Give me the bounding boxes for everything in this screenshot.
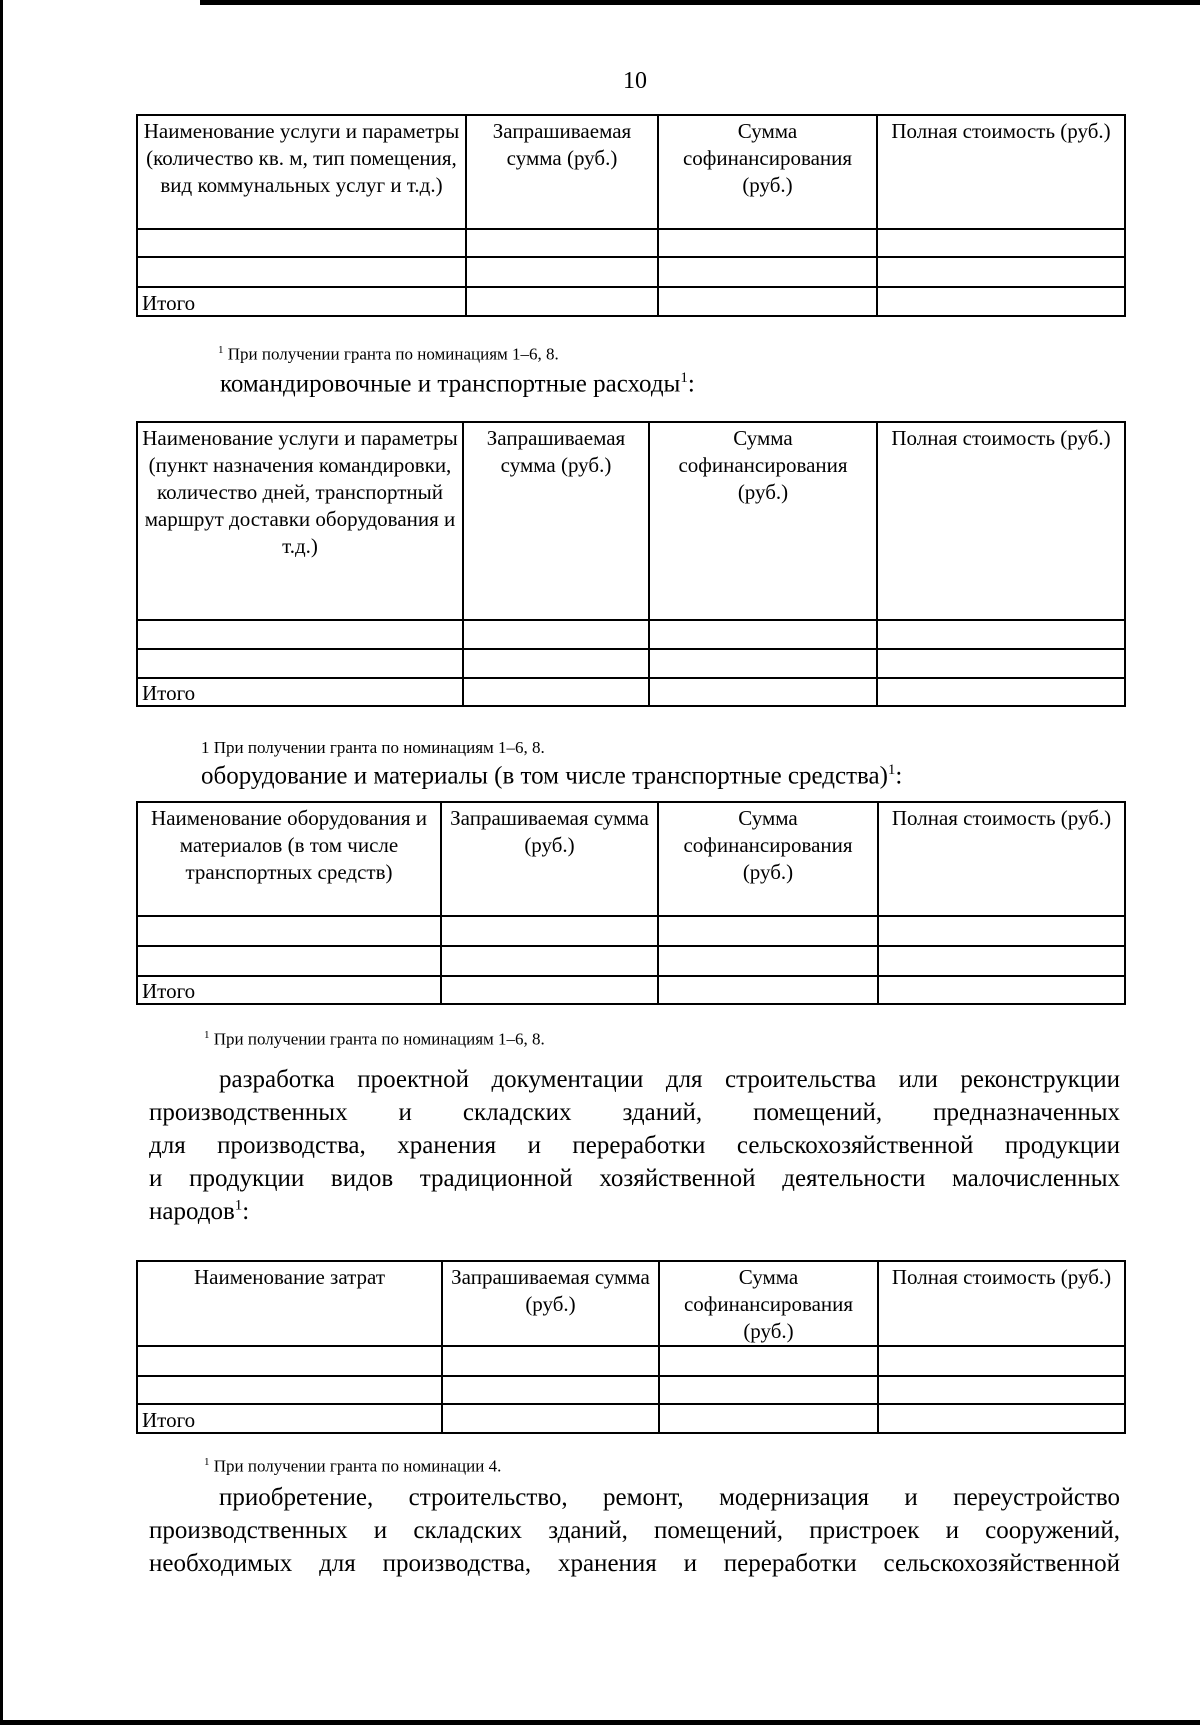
header-requested: Запрашиваемая сумма (руб.) xyxy=(463,422,649,620)
heading-text: оборудование и материалы (в том числе транспортные средства) xyxy=(201,762,888,790)
header-cofinancing: Сумма софинансирования (руб.) xyxy=(658,802,878,916)
paragraph-line: производственных и складских зданий, помещений, пристроек и сооружений, xyxy=(149,1517,1120,1544)
cell[interactable] xyxy=(442,1346,659,1376)
header-name: Наименование услуги и параметры (количество кв. м, тип помещения, вид коммунальных услуг и т.д.) xyxy=(137,115,466,229)
cell[interactable] xyxy=(463,620,649,649)
paragraph-line: приобретение, строительство, ремонт, модернизация и переустройство xyxy=(219,1484,1120,1511)
total-row xyxy=(137,678,1125,706)
header-requested: Запрашиваемая сумма (руб.) xyxy=(441,802,658,916)
cell[interactable] xyxy=(878,1346,1125,1376)
footnote-text: При получении гранта по номинациям 1–6, 8. xyxy=(227,344,559,364)
cell[interactable] xyxy=(441,976,658,1004)
paragraph-text: народов xyxy=(149,1198,235,1225)
cell[interactable] xyxy=(466,287,658,316)
footnote-mark: 1 xyxy=(234,1197,243,1214)
cell[interactable] xyxy=(658,287,877,316)
paragraph-line: производственных и складских зданий, помещений, предназначенных xyxy=(149,1099,1120,1126)
cell[interactable] xyxy=(137,257,466,287)
footnote-3 xyxy=(204,1029,545,1050)
cell[interactable] xyxy=(466,229,658,257)
total-row xyxy=(137,287,1125,316)
table-row xyxy=(137,946,1125,976)
header-requested: Запрашиваемая сумма (руб.) xyxy=(442,1261,659,1346)
cell[interactable] xyxy=(442,1376,659,1404)
cell[interactable] xyxy=(877,287,1125,316)
paragraph-line: и продукции видов традиционной хозяйственной деятельности малочисленных xyxy=(149,1165,1120,1192)
cell[interactable] xyxy=(463,649,649,678)
footnote-1 xyxy=(218,344,559,365)
cell[interactable] xyxy=(137,229,466,257)
cell[interactable] xyxy=(137,620,463,649)
cell[interactable] xyxy=(878,976,1125,1004)
cell[interactable] xyxy=(877,620,1125,649)
total-label: Итого xyxy=(137,976,441,1004)
footnote-2: 1 При получении гранта по номинациям 1–6, 8. xyxy=(201,738,545,757)
cell[interactable] xyxy=(658,976,878,1004)
paragraph-line: для производства, хранения и переработки сельскохозяйственной продукции xyxy=(149,1132,1120,1159)
cell[interactable] xyxy=(658,946,878,976)
table-row xyxy=(137,257,1125,287)
paragraph-acquisition xyxy=(149,1481,1120,1580)
header-total: Полная стоимость (руб.) xyxy=(878,802,1125,916)
footnote-text: При получении гранта по номинации 4. xyxy=(213,1456,502,1476)
section-heading-travel: командировочные и транспортные расходы$^1$: xyxy=(220,370,695,398)
header-total: Полная стоимость (руб.) xyxy=(878,1261,1125,1346)
scan-border-bottom xyxy=(0,1720,1200,1725)
header-name: Наименование оборудования и материалов (в том числе транспортных средств) xyxy=(137,802,441,916)
table-row xyxy=(137,620,1125,649)
cost-table-design xyxy=(136,1260,1126,1434)
footnote-mark: 1 xyxy=(204,1029,210,1041)
cell[interactable] xyxy=(442,1404,659,1433)
table-row xyxy=(137,649,1125,678)
paragraph-line-last: народов$^1$: xyxy=(149,1197,250,1225)
total-label: Итого xyxy=(137,287,466,316)
cell[interactable] xyxy=(441,946,658,976)
cost-table-equipment xyxy=(136,801,1126,1005)
footnote-mark: 1 xyxy=(680,370,688,386)
cost-table-travel xyxy=(136,421,1126,707)
table-row xyxy=(137,1346,1125,1376)
cell[interactable] xyxy=(466,257,658,287)
table-row xyxy=(137,229,1125,257)
cell[interactable] xyxy=(877,678,1125,706)
header-cofinancing: Сумма софинансирования (руб.) xyxy=(649,422,877,620)
cell[interactable] xyxy=(658,229,877,257)
section-heading-equipment: оборудование и материалы (в том числе транспортные средства)$^1$: xyxy=(201,762,903,790)
total-label: Итого xyxy=(137,678,463,706)
cell[interactable] xyxy=(878,946,1125,976)
cell[interactable] xyxy=(137,1346,442,1376)
cost-table-premises xyxy=(136,114,1126,317)
cell[interactable] xyxy=(659,1376,878,1404)
cell[interactable] xyxy=(659,1404,878,1433)
total-row xyxy=(137,976,1125,1004)
header-total: Полная стоимость (руб.) xyxy=(877,115,1125,229)
cell[interactable] xyxy=(878,1376,1125,1404)
footnote-4 xyxy=(204,1456,501,1477)
cell[interactable] xyxy=(137,946,441,976)
page-number: 10 xyxy=(623,68,647,94)
cell[interactable] xyxy=(659,1346,878,1376)
cell[interactable] xyxy=(658,257,877,287)
cell[interactable] xyxy=(649,649,877,678)
header-name: Наименование затрат xyxy=(137,1261,442,1346)
header-total: Полная стоимость (руб.) xyxy=(877,422,1125,620)
total-row xyxy=(137,1404,1125,1433)
header-name: Наименование услуги и параметры (пункт назначения командировки, количество дней, транспортный маршрут доставки оборудования и т.д.) xyxy=(137,422,463,620)
header-cofinancing: Сумма софинансирования (руб.) xyxy=(658,115,877,229)
cell[interactable] xyxy=(441,916,658,946)
cell[interactable] xyxy=(877,257,1125,287)
cell[interactable] xyxy=(877,229,1125,257)
scan-border-top xyxy=(200,0,1200,5)
cell[interactable] xyxy=(137,1376,442,1404)
heading-text: командировочные и транспортные расходы xyxy=(220,370,681,398)
header-requested: Запрашиваемая сумма (руб.) xyxy=(466,115,658,229)
cell[interactable] xyxy=(878,1404,1125,1433)
table-row xyxy=(137,916,1125,946)
cell[interactable] xyxy=(878,916,1125,946)
cell[interactable] xyxy=(658,916,878,946)
cell[interactable] xyxy=(137,649,463,678)
total-label: Итого xyxy=(137,1404,442,1433)
cell[interactable] xyxy=(649,678,877,706)
table-row xyxy=(137,1376,1125,1404)
header-cofinancing: Сумма софинансирования (руб.) xyxy=(659,1261,878,1346)
scan-border-left xyxy=(0,0,3,1725)
paragraph-line: необходимых для производства, хранения и переработки сельскохозяйственной xyxy=(149,1550,1120,1577)
cell[interactable] xyxy=(877,649,1125,678)
cell[interactable] xyxy=(649,620,877,649)
footnote-mark: 1 xyxy=(218,344,224,356)
footnote-mark: 1 xyxy=(204,1456,210,1468)
cell[interactable] xyxy=(137,916,441,946)
footnote-text: При получении гранта по номинациям 1–6, 8. xyxy=(213,1029,545,1049)
paragraph-line: разработка проектной документации для строительства или реконструкции xyxy=(219,1066,1120,1093)
paragraph-design-docs xyxy=(149,1063,1120,1228)
cell[interactable] xyxy=(463,678,649,706)
footnote-mark: 1 xyxy=(887,762,896,778)
